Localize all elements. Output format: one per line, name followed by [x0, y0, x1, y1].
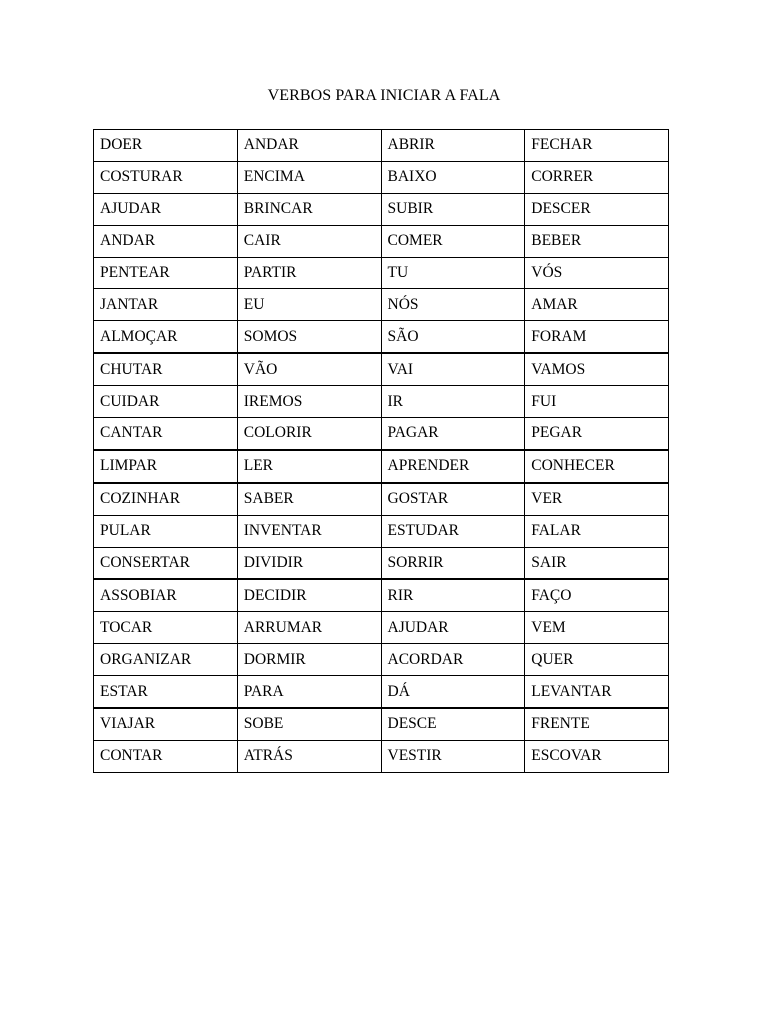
table-row	[94, 257, 669, 289]
table-row	[94, 740, 669, 772]
table-row	[94, 225, 669, 257]
table-cell: ESCOVAR	[525, 740, 669, 772]
table-cell: VER	[525, 483, 669, 515]
table-cell: PULAR	[94, 515, 238, 547]
table-cell: ATRÁS	[237, 740, 381, 772]
table-cell: COMER	[381, 225, 525, 257]
table-cell: DÁ	[381, 676, 525, 708]
table-cell: VÃO	[237, 353, 381, 385]
table-cell: CAIR	[237, 225, 381, 257]
table-row	[94, 515, 669, 547]
table-cell: ORGANIZAR	[94, 644, 238, 676]
table-cell: PENTEAR	[94, 257, 238, 289]
table-cell: COSTURAR	[94, 161, 238, 193]
table-cell: BEBER	[525, 225, 669, 257]
table-cell: CANTAR	[94, 418, 238, 450]
table-cell: AJUDAR	[381, 612, 525, 644]
table-cell: FORAM	[525, 321, 669, 353]
table-cell: ABRIR	[381, 130, 525, 162]
page-title: VERBOS PARA INICIAR A FALA	[267, 87, 501, 104]
table-row	[94, 708, 669, 740]
table-cell: DORMIR	[237, 644, 381, 676]
table-row	[94, 386, 669, 418]
table-cell: SOBE	[237, 708, 381, 740]
table-cell: VÓS	[525, 257, 669, 289]
table-cell: GOSTAR	[381, 483, 525, 515]
table-cell: SAIR	[525, 547, 669, 579]
table-cell: CONTAR	[94, 740, 238, 772]
table-cell: ACORDAR	[381, 644, 525, 676]
table-row	[94, 676, 669, 708]
table-cell: FRENTE	[525, 708, 669, 740]
table-cell: AMAR	[525, 289, 669, 321]
table-cell: LIMPAR	[94, 450, 238, 483]
table-cell: VIAJAR	[94, 708, 238, 740]
table-cell: ESTAR	[94, 676, 238, 708]
table-cell: DIVIDIR	[237, 547, 381, 579]
table-cell: SABER	[237, 483, 381, 515]
table-cell: AJUDAR	[94, 193, 238, 225]
table-cell: DESCER	[525, 193, 669, 225]
table-cell: FECHAR	[525, 130, 669, 162]
table-cell: ESTUDAR	[381, 515, 525, 547]
table-cell: VAMOS	[525, 353, 669, 385]
table-row	[94, 644, 669, 676]
table-cell: PARTIR	[237, 257, 381, 289]
table-cell: SÃO	[381, 321, 525, 353]
table-cell: CONSERTAR	[94, 547, 238, 579]
table-cell: PEGAR	[525, 418, 669, 450]
table-cell: BRINCAR	[237, 193, 381, 225]
table-cell: VESTIR	[381, 740, 525, 772]
table-cell: EU	[237, 289, 381, 321]
table-cell: ENCIMA	[237, 161, 381, 193]
table-cell: BAIXO	[381, 161, 525, 193]
table-cell: APRENDER	[381, 450, 525, 483]
table-cell: FAÇO	[525, 579, 669, 611]
table-cell: ALMOÇAR	[94, 321, 238, 353]
table-row	[94, 289, 669, 321]
table-cell: CHUTAR	[94, 353, 238, 385]
table-cell: DECIDIR	[237, 579, 381, 611]
verbs-table-body	[94, 130, 669, 773]
table-row	[94, 418, 669, 450]
table-cell: NÓS	[381, 289, 525, 321]
table-cell: JANTAR	[94, 289, 238, 321]
table-row	[94, 483, 669, 515]
table-row	[94, 321, 669, 353]
table-row	[94, 193, 669, 225]
table-cell: SOMOS	[237, 321, 381, 353]
verbs-table	[93, 129, 669, 773]
table-row	[94, 450, 669, 483]
table-cell: SORRIR	[381, 547, 525, 579]
table-cell: CONHECER	[525, 450, 669, 483]
table-cell: ASSOBIAR	[94, 579, 238, 611]
table-cell: PAGAR	[381, 418, 525, 450]
table-row	[94, 161, 669, 193]
table-cell: DOER	[94, 130, 238, 162]
table-row	[94, 612, 669, 644]
table-cell: TU	[381, 257, 525, 289]
table-cell: SUBIR	[381, 193, 525, 225]
table-cell: CUIDAR	[94, 386, 238, 418]
table-cell: CORRER	[525, 161, 669, 193]
table-row	[94, 547, 669, 579]
table-cell: QUER	[525, 644, 669, 676]
table-cell: COLORIR	[237, 418, 381, 450]
table-cell: LEVANTAR	[525, 676, 669, 708]
table-cell: RIR	[381, 579, 525, 611]
table-cell: ANDAR	[237, 130, 381, 162]
table-cell: TOCAR	[94, 612, 238, 644]
table-cell: LER	[237, 450, 381, 483]
table-cell: ARRUMAR	[237, 612, 381, 644]
table-row	[94, 130, 669, 162]
table-cell: INVENTAR	[237, 515, 381, 547]
table-cell: PARA	[237, 676, 381, 708]
table-cell: DESCE	[381, 708, 525, 740]
table-row	[94, 353, 669, 385]
table-cell: COZINHAR	[94, 483, 238, 515]
table-cell: IREMOS	[237, 386, 381, 418]
table-row	[94, 579, 669, 611]
table-cell: FUI	[525, 386, 669, 418]
table-cell: VAI	[381, 353, 525, 385]
table-cell: ANDAR	[94, 225, 238, 257]
table-cell: VEM	[525, 612, 669, 644]
table-cell: FALAR	[525, 515, 669, 547]
table-cell: IR	[381, 386, 525, 418]
